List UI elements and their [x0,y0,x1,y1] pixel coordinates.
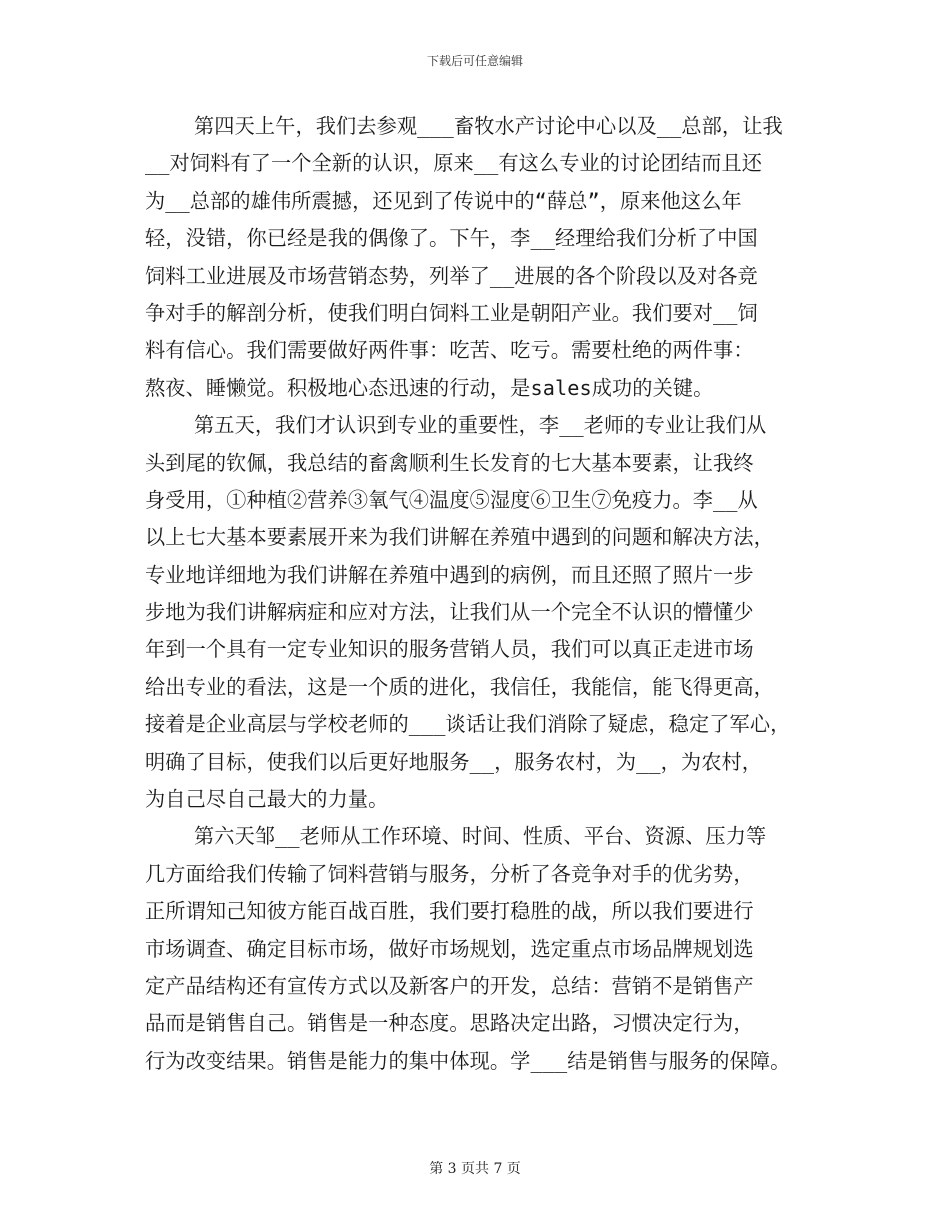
text-line: __对饲料有了一个全新的认识，原来__有这么专业的讨论团结而且还 [145,151,763,176]
text-line: 第五天，我们才认识到专业的重要性，李__老师的专业让我们从 [145,413,767,438]
page-header: 下载后可任意编辑 [426,54,523,68]
text-line: 几方面给我们传输了饲料营销与服务，分析了各竞争对手的优劣势， [145,861,754,886]
text-line: 饲料工业进展及市场营销态势，列举了__进展的各个阶段以及对各竞 [145,263,758,288]
text-line: 定产品结构还有宣传方式以及新客户的开发，总结：营销不是销售产 [145,973,754,998]
text-line: 为__总部的雄伟所震撼，还见到了传说中的“薛总”，原来他这么年 [145,188,742,213]
text-line: 正所谓知己知彼方能百战百胜，我们要打稳胜的战，所以我们要进行 [145,899,754,924]
text-line: 行为改变结果。销售是能力的集中体现。学___结是销售与服务的保障。 [145,1048,791,1073]
text-line: 头到尾的钦佩，我总结的畜禽顺利生长发育的七大基本要素，让我终 [145,450,754,475]
text-line: 明确了目标，使我们以后更好地服务__，服务农村，为__，为农村， [145,749,763,774]
text-line: 争对手的解剖分析，使我们明白饲料工业是朝阳产业。我们要对__饲 [145,300,758,325]
page-number: 第 3 页共 7 页 [429,1161,521,1177]
text-line: 步地为我们讲解病症和应对方法，让我们从一个完全不认识的懵懂少 [145,600,754,625]
text-line: 轻，没错，你已经是我的偶像了。下午，李__经理给我们分析了中国 [145,226,758,251]
text-line: 为自己尽自己最大的力量。 [145,787,389,812]
text-line: 料有信心。我们需要做好两件事：吃苦、吃亏。需要杜绝的两件事： [145,338,754,363]
text-line: 熬夜、睡懒觉。积极地心态迅速的行动，是sales成功的关键。 [145,375,714,400]
text-line: 身受用，①种植②营养③氧气④温度⑤湿度⑥卫生⑦免疫力。李__从 [145,487,758,512]
text-line: 以上七大基本要素展开来为我们讲解在养殖中遇到的问题和解决方法， [145,525,774,550]
text-line: 接着是企业高层与学校老师的___谈话让我们消除了疑虑，稳定了军心， [145,712,791,737]
text-line: 第四天上午，我们去参观___畜牧水产讨论中心以及__总部，让我 [145,114,783,138]
document-body [145,108,825,1080]
text-line: 市场调查、确定目标市场，做好市场规划，选定重点市场品牌规划选 [145,936,754,961]
text-line: 年到一个具有一定专业知识的服务营销人员，我们可以真正走进市场 [145,637,754,662]
text-line: 给出专业的看法，这是一个质的进化，我信任，我能信，能飞得更高， [145,674,774,699]
text-line: 品而是销售自己。销售是一种态度。思路决定出路，习惯决定行为， [145,1011,754,1036]
text-line: 第六天邹__老师从工作环境、时间、性质、平台、资源、压力等 [145,824,767,849]
text-line: 专业地详细地为我们讲解在养殖中遇到的病例，而且还照了照片一步 [145,562,754,587]
